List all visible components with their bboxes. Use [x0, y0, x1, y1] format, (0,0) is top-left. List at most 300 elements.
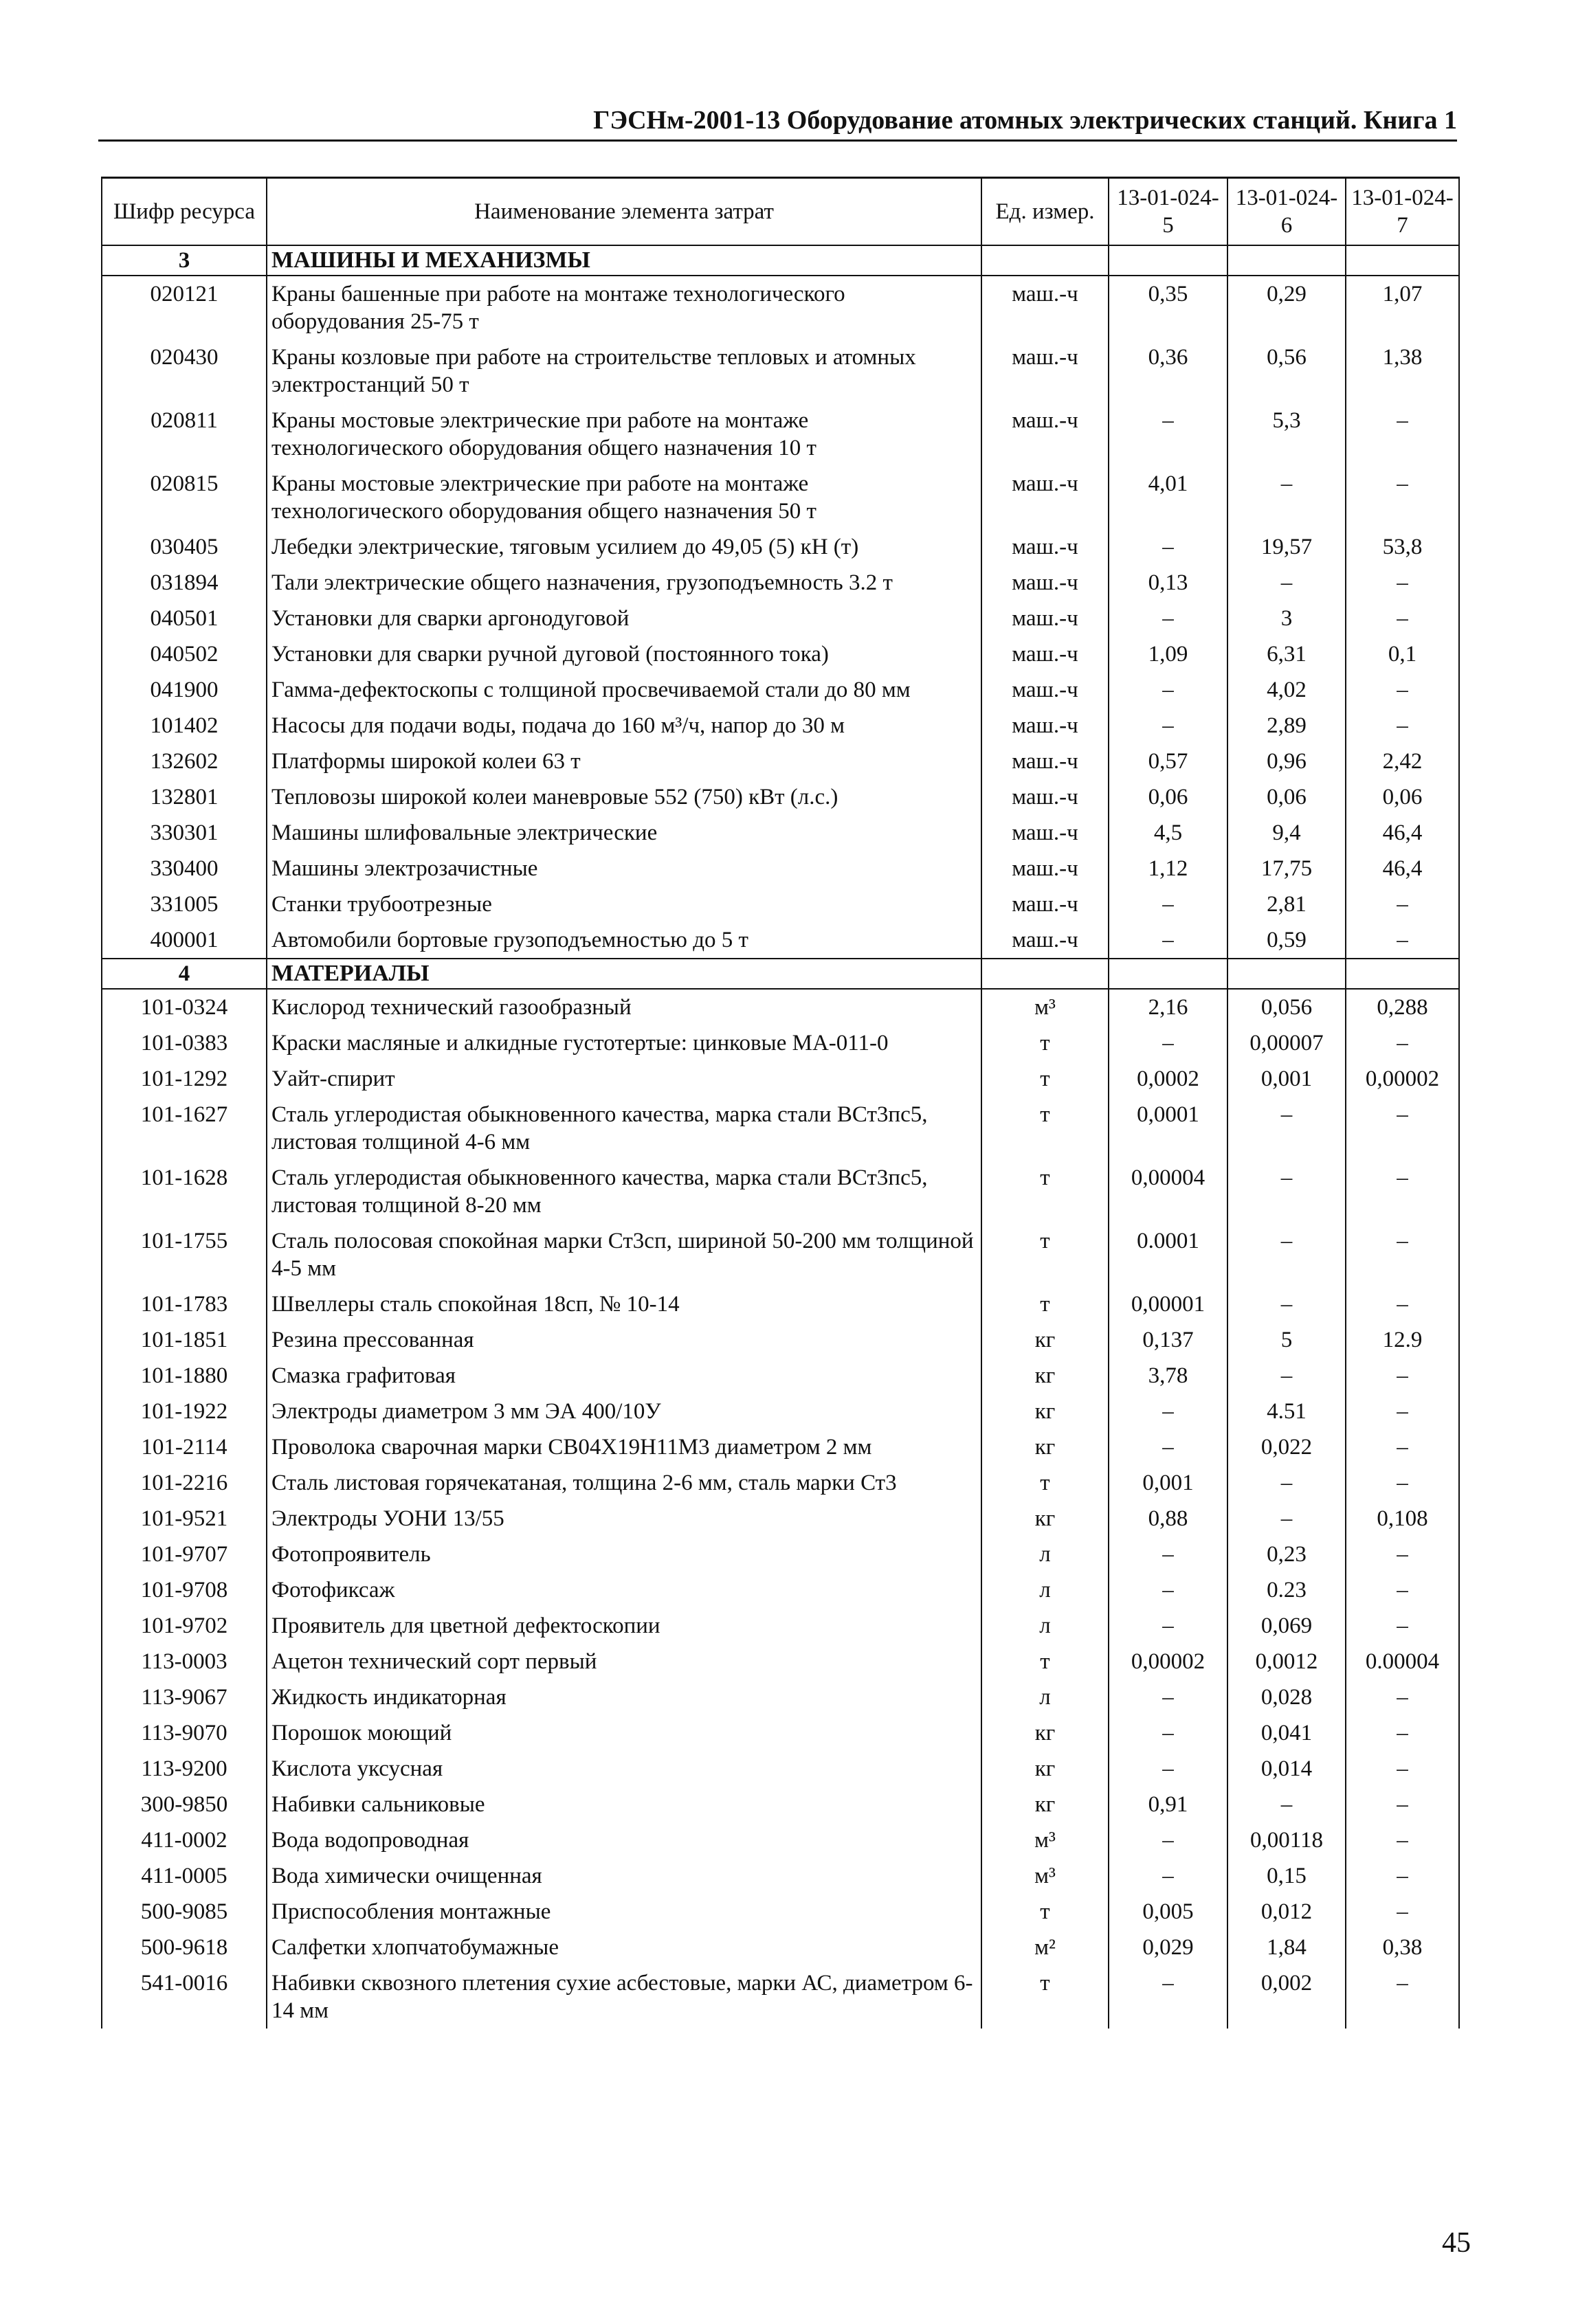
- table-row: [102, 1429, 1459, 1465]
- value-024-6-cell: 0,06: [1227, 779, 1346, 815]
- resource-name-cell: Салфетки хлопчатобумажные: [267, 1930, 981, 1965]
- value-024-6-cell: 19,57: [1227, 529, 1346, 565]
- table-row: [102, 1358, 1459, 1394]
- value-024-5-cell: –: [1109, 1025, 1227, 1061]
- table-row: [102, 1965, 1459, 2029]
- resource-name-cell: Краны мостовые электрические при работе на монтаже технологического оборудования общего назначения 10 т: [267, 403, 981, 466]
- resource-code-cell: 101-1755: [102, 1223, 267, 1286]
- resource-name-cell: Набивки сквозного плетения сухие асбестовые, марки АС, диаметром 6-14 мм: [267, 1965, 981, 2029]
- table-row: [102, 1787, 1459, 1822]
- value-024-6-cell: 0.23: [1227, 1572, 1346, 1608]
- value-024-6-cell: 6,31: [1227, 636, 1346, 672]
- table-row: [102, 989, 1459, 1025]
- value-024-6-cell: 0,56: [1227, 339, 1346, 403]
- unit-cell: маш.-ч: [981, 636, 1109, 672]
- value-024-5-cell: 4,01: [1109, 466, 1227, 529]
- value-024-6-cell: 0,0012: [1227, 1644, 1346, 1679]
- value-024-7-cell: 1,38: [1346, 339, 1459, 403]
- unit-cell: т: [981, 1894, 1109, 1930]
- value-024-5-cell: 0,00004: [1109, 1160, 1227, 1223]
- resource-name-cell: Резина прессованная: [267, 1322, 981, 1358]
- value-024-6-cell: 2,81: [1227, 886, 1346, 922]
- resource-code-cell: 101-1627: [102, 1097, 267, 1160]
- value-024-5-cell: 0,91: [1109, 1787, 1227, 1822]
- value-024-6-cell: –: [1227, 1358, 1346, 1394]
- unit-cell: кг: [981, 1501, 1109, 1537]
- table-row: [102, 1608, 1459, 1644]
- unit-cell: м³: [981, 1858, 1109, 1894]
- value-024-5-cell: –: [1109, 1394, 1227, 1429]
- resource-code-cell: 101-1851: [102, 1322, 267, 1358]
- value-024-5-cell: 4,5: [1109, 815, 1227, 851]
- table-row: [102, 1394, 1459, 1429]
- value-024-5-cell: 0,00002: [1109, 1644, 1227, 1679]
- value-024-6-cell: 0,012: [1227, 1894, 1346, 1930]
- value-024-6-cell: 0,069: [1227, 1608, 1346, 1644]
- table-row: [102, 815, 1459, 851]
- resource-code-cell: 113-9200: [102, 1751, 267, 1787]
- unit-cell: кг: [981, 1358, 1109, 1394]
- value-024-6-cell: –: [1227, 466, 1346, 529]
- unit-cell: маш.-ч: [981, 672, 1109, 708]
- unit-cell: маш.-ч: [981, 708, 1109, 744]
- resource-name-cell: Набивки сальниковые: [267, 1787, 981, 1822]
- value-024-7-cell: –: [1346, 1223, 1459, 1286]
- resource-code-cell: 113-9067: [102, 1679, 267, 1715]
- value-024-6-cell: 0,00007: [1227, 1025, 1346, 1061]
- resource-code-cell: 3: [102, 245, 267, 276]
- value-024-5-cell: 0,029: [1109, 1930, 1227, 1965]
- resource-name-cell: Гамма-дефектоскопы с толщиной просвечиваемой стали до 80 мм: [267, 672, 981, 708]
- resource-name-cell: Электроды УОНИ 13/55: [267, 1501, 981, 1537]
- unit-cell: маш.-ч: [981, 466, 1109, 529]
- value-024-6-cell: 3: [1227, 601, 1346, 636]
- unit-cell: маш.-ч: [981, 339, 1109, 403]
- value-024-5-cell: –: [1109, 1858, 1227, 1894]
- value-024-5-cell: 0,35: [1109, 276, 1227, 339]
- value-024-5-cell: –: [1109, 1965, 1227, 2029]
- resource-code-cell: 330400: [102, 851, 267, 886]
- resource-code-cell: 113-0003: [102, 1644, 267, 1679]
- unit-cell: кг: [981, 1751, 1109, 1787]
- value-024-5-cell: –: [1109, 601, 1227, 636]
- resource-name-cell: Фотопроявитель: [267, 1537, 981, 1572]
- value-024-6-cell: –: [1227, 565, 1346, 601]
- resource-name-cell: Автомобили бортовые грузоподъемностью до 5 т: [267, 922, 981, 959]
- unit-cell: т: [981, 1097, 1109, 1160]
- value-024-7-cell: –: [1346, 1097, 1459, 1160]
- resource-code-cell: 041900: [102, 672, 267, 708]
- table-row: [102, 1537, 1459, 1572]
- resource-code-cell: 101-1292: [102, 1061, 267, 1097]
- value-024-6-cell: 0,022: [1227, 1429, 1346, 1465]
- resource-name-cell: Установки для сварки аргонодуговой: [267, 601, 981, 636]
- unit-cell: [981, 959, 1109, 989]
- table-row: [102, 1751, 1459, 1787]
- section-row: [102, 959, 1459, 989]
- resource-code-cell: 113-9070: [102, 1715, 267, 1751]
- resource-name-cell: Вода химически очищенная: [267, 1858, 981, 1894]
- value-024-5-cell: 0.0001: [1109, 1223, 1227, 1286]
- resource-code-cell: 030405: [102, 529, 267, 565]
- unit-cell: кг: [981, 1394, 1109, 1429]
- unit-cell: маш.-ч: [981, 601, 1109, 636]
- value-024-5-cell: 0,005: [1109, 1894, 1227, 1930]
- resource-name-cell: Электроды диаметром 3 мм ЭА 400/10У: [267, 1394, 981, 1429]
- value-024-7-cell: –: [1346, 1537, 1459, 1572]
- resource-code-cell: 040501: [102, 601, 267, 636]
- resource-code-cell: 330301: [102, 815, 267, 851]
- value-024-6-cell: [1227, 959, 1346, 989]
- value-024-7-cell: –: [1346, 672, 1459, 708]
- value-024-7-cell: –: [1346, 1465, 1459, 1501]
- value-024-5-cell: –: [1109, 922, 1227, 959]
- resource-name-cell: Фотофиксаж: [267, 1572, 981, 1608]
- table-row: [102, 1858, 1459, 1894]
- value-024-7-cell: –: [1346, 1286, 1459, 1322]
- resource-code-cell: 500-9085: [102, 1894, 267, 1930]
- resource-code-cell: 331005: [102, 886, 267, 922]
- resource-name-cell: Платформы широкой колеи 63 т: [267, 744, 981, 779]
- value-024-6-cell: 0,014: [1227, 1751, 1346, 1787]
- table-row: [102, 672, 1459, 708]
- value-024-7-cell: –: [1346, 1429, 1459, 1465]
- value-024-5-cell: –: [1109, 672, 1227, 708]
- value-024-7-cell: –: [1346, 1572, 1459, 1608]
- resource-name-cell: Уайт-спирит: [267, 1061, 981, 1097]
- table-row: [102, 529, 1459, 565]
- resource-code-cell: 020121: [102, 276, 267, 339]
- value-024-7-cell: –: [1346, 1894, 1459, 1930]
- value-024-7-cell: 0,1: [1346, 636, 1459, 672]
- value-024-6-cell: 0,00118: [1227, 1822, 1346, 1858]
- table-row: [102, 1465, 1459, 1501]
- table-row: [102, 922, 1459, 959]
- table-row: [102, 708, 1459, 744]
- table-row: [102, 1322, 1459, 1358]
- value-024-7-cell: –: [1346, 1608, 1459, 1644]
- table-row: [102, 1930, 1459, 1965]
- resource-code-cell: 020430: [102, 339, 267, 403]
- table-row: [102, 1061, 1459, 1097]
- resource-code-cell: 101-1922: [102, 1394, 267, 1429]
- value-024-5-cell: –: [1109, 1537, 1227, 1572]
- unit-cell: л: [981, 1572, 1109, 1608]
- resource-code-cell: 400001: [102, 922, 267, 959]
- value-024-7-cell: –: [1346, 565, 1459, 601]
- table-row: [102, 1894, 1459, 1930]
- resource-name-cell: Установки для сварки ручной дуговой (постоянного тока): [267, 636, 981, 672]
- unit-cell: л: [981, 1537, 1109, 1572]
- value-024-5-cell: –: [1109, 1822, 1227, 1858]
- value-024-7-cell: –: [1346, 1715, 1459, 1751]
- unit-cell: маш.-ч: [981, 529, 1109, 565]
- value-024-6-cell: 0,041: [1227, 1715, 1346, 1751]
- value-024-5-cell: [1109, 245, 1227, 276]
- value-024-6-cell: –: [1227, 1223, 1346, 1286]
- resource-name-cell: Краны мостовые электрические при работе на монтаже технологического оборудования общего назначения 50 т: [267, 466, 981, 529]
- resource-code-cell: 101-9521: [102, 1501, 267, 1537]
- value-024-5-cell: 0,0002: [1109, 1061, 1227, 1097]
- table-row: [102, 1160, 1459, 1223]
- table-row: [102, 1097, 1459, 1160]
- value-024-7-cell: 2,42: [1346, 744, 1459, 779]
- value-024-5-cell: –: [1109, 403, 1227, 466]
- value-024-7-cell: –: [1346, 1160, 1459, 1223]
- resource-name-cell: Сталь углеродистая обыкновенного качества, марка стали ВСт3пс5, листовая толщиной 4-6 мм: [267, 1097, 981, 1160]
- unit-cell: м²: [981, 1930, 1109, 1965]
- table-row: [102, 601, 1459, 636]
- value-024-6-cell: –: [1227, 1787, 1346, 1822]
- table-row: [102, 1025, 1459, 1061]
- value-024-7-cell: –: [1346, 1025, 1459, 1061]
- unit-cell: маш.-ч: [981, 779, 1109, 815]
- resource-name-cell: Приспособления монтажные: [267, 1894, 981, 1930]
- resource-name-cell: Смазка графитовая: [267, 1358, 981, 1394]
- value-024-6-cell: –: [1227, 1286, 1346, 1322]
- value-024-5-cell: 1,12: [1109, 851, 1227, 886]
- table-row: [102, 1715, 1459, 1751]
- value-024-5-cell: [1109, 959, 1227, 989]
- unit-cell: маш.-ч: [981, 886, 1109, 922]
- value-024-7-cell: 0,06: [1346, 779, 1459, 815]
- resource-name-cell: Краны козловые при работе на строительстве тепловых и атомных электростанций 50 т: [267, 339, 981, 403]
- resource-code-cell: 411-0005: [102, 1858, 267, 1894]
- unit-cell: маш.-ч: [981, 403, 1109, 466]
- value-024-5-cell: 0,06: [1109, 779, 1227, 815]
- value-024-5-cell: 0,57: [1109, 744, 1227, 779]
- table-row: [102, 339, 1459, 403]
- unit-cell: маш.-ч: [981, 851, 1109, 886]
- resource-name-cell: Станки трубоотрезные: [267, 886, 981, 922]
- value-024-6-cell: 0,15: [1227, 1858, 1346, 1894]
- table-row: [102, 1822, 1459, 1858]
- resource-code-cell: 040502: [102, 636, 267, 672]
- resource-name-cell: Вода водопроводная: [267, 1822, 981, 1858]
- value-024-6-cell: 0,96: [1227, 744, 1346, 779]
- value-024-6-cell: 0,001: [1227, 1061, 1346, 1097]
- table-row: [102, 1501, 1459, 1537]
- resource-code-cell: 500-9618: [102, 1930, 267, 1965]
- resource-code-cell: 300-9850: [102, 1787, 267, 1822]
- unit-cell: т: [981, 1025, 1109, 1061]
- section-row: [102, 245, 1459, 276]
- value-024-5-cell: –: [1109, 1751, 1227, 1787]
- table-row: [102, 1572, 1459, 1608]
- value-024-5-cell: 0,88: [1109, 1501, 1227, 1537]
- value-024-6-cell: 4,02: [1227, 672, 1346, 708]
- resource-code-cell: 020815: [102, 466, 267, 529]
- unit-cell: маш.-ч: [981, 815, 1109, 851]
- value-024-6-cell: 2,89: [1227, 708, 1346, 744]
- table-row: [102, 1644, 1459, 1679]
- value-024-7-cell: –: [1346, 922, 1459, 959]
- value-024-7-cell: 46,4: [1346, 851, 1459, 886]
- value-024-7-cell: [1346, 959, 1459, 989]
- value-024-7-cell: –: [1346, 1965, 1459, 2029]
- unit-cell: т: [981, 1965, 1109, 2029]
- resource-name-cell: Проволока сварочная марки СВ04Х19Н11М3 диаметром 2 мм: [267, 1429, 981, 1465]
- resource-name-cell: Ацетон технический сорт первый: [267, 1644, 981, 1679]
- column-header-code: Шифр ресурса: [102, 178, 267, 246]
- table-row: [102, 779, 1459, 815]
- value-024-5-cell: –: [1109, 1608, 1227, 1644]
- resource-name-cell: Швеллеры сталь спокойная 18сп, № 10-14: [267, 1286, 981, 1322]
- resource-name-cell: Порошок моющий: [267, 1715, 981, 1751]
- resource-name-cell: Кислота уксусная: [267, 1751, 981, 1787]
- resource-name-cell: Краски масляные и алкидные густотертые: цинковые МА-011-0: [267, 1025, 981, 1061]
- resource-name-cell: Кислород технический газообразный: [267, 989, 981, 1025]
- unit-cell: т: [981, 1644, 1109, 1679]
- table-header: [102, 178, 1459, 246]
- resource-name-cell: Краны башенные при работе на монтаже технологического оборудования 25-75 т: [267, 276, 981, 339]
- value-024-6-cell: 4.51: [1227, 1394, 1346, 1429]
- value-024-7-cell: 0,108: [1346, 1501, 1459, 1537]
- value-024-5-cell: –: [1109, 1429, 1227, 1465]
- table-row: [102, 1286, 1459, 1322]
- resource-name-cell: МАШИНЫ И МЕХАНИЗМЫ: [267, 245, 981, 276]
- resource-name-cell: МАТЕРИАЛЫ: [267, 959, 981, 989]
- value-024-5-cell: –: [1109, 1679, 1227, 1715]
- column-header-024-7: 13-01-024-7: [1346, 178, 1459, 246]
- unit-cell: кг: [981, 1787, 1109, 1822]
- value-024-5-cell: 2,16: [1109, 989, 1227, 1025]
- value-024-6-cell: 0,29: [1227, 276, 1346, 339]
- resource-table: [101, 177, 1460, 2029]
- column-header-name: Наименование элемента затрат: [267, 178, 981, 246]
- unit-cell: кг: [981, 1429, 1109, 1465]
- value-024-6-cell: 1,84: [1227, 1930, 1346, 1965]
- table-row: [102, 886, 1459, 922]
- value-024-7-cell: 12.9: [1346, 1322, 1459, 1358]
- value-024-5-cell: 1,09: [1109, 636, 1227, 672]
- resource-code-cell: 101-1628: [102, 1160, 267, 1223]
- value-024-7-cell: –: [1346, 1679, 1459, 1715]
- unit-cell: [981, 245, 1109, 276]
- unit-cell: м³: [981, 989, 1109, 1025]
- resource-name-cell: Лебедки электрические, тяговым усилием до 49,05 (5) кН (т): [267, 529, 981, 565]
- unit-cell: маш.-ч: [981, 744, 1109, 779]
- value-024-7-cell: 0,38: [1346, 1930, 1459, 1965]
- value-024-5-cell: –: [1109, 708, 1227, 744]
- resource-code-cell: 101-1783: [102, 1286, 267, 1322]
- resource-code-cell: 541-0016: [102, 1965, 267, 2029]
- resource-code-cell: 020811: [102, 403, 267, 466]
- table-row: [102, 1679, 1459, 1715]
- value-024-7-cell: 53,8: [1346, 529, 1459, 565]
- resource-code-cell: 101-9707: [102, 1537, 267, 1572]
- resource-code-cell: 101402: [102, 708, 267, 744]
- page-number: 45: [1442, 2227, 1471, 2259]
- unit-cell: т: [981, 1223, 1109, 1286]
- table-row: [102, 466, 1459, 529]
- table-row: [102, 744, 1459, 779]
- value-024-5-cell: 0,0001: [1109, 1097, 1227, 1160]
- resource-code-cell: 411-0002: [102, 1822, 267, 1858]
- value-024-6-cell: –: [1227, 1160, 1346, 1223]
- resource-code-cell: 132801: [102, 779, 267, 815]
- value-024-5-cell: 0,137: [1109, 1322, 1227, 1358]
- table-body: [102, 245, 1459, 2029]
- resource-name-cell: Машины электрозачистные: [267, 851, 981, 886]
- column-header-024-5: 13-01-024-5: [1109, 178, 1227, 246]
- resource-name-cell: Проявитель для цветной дефектоскопии: [267, 1608, 981, 1644]
- unit-cell: т: [981, 1286, 1109, 1322]
- unit-cell: л: [981, 1679, 1109, 1715]
- value-024-7-cell: –: [1346, 466, 1459, 529]
- value-024-5-cell: –: [1109, 1715, 1227, 1751]
- value-024-5-cell: –: [1109, 529, 1227, 565]
- resource-code-cell: 101-9702: [102, 1608, 267, 1644]
- resource-name-cell: Жидкость индикаторная: [267, 1679, 981, 1715]
- column-header-unit: Ед. измер.: [981, 178, 1109, 246]
- column-header-024-6: 13-01-024-6: [1227, 178, 1346, 246]
- value-024-6-cell: 0,59: [1227, 922, 1346, 959]
- unit-cell: т: [981, 1160, 1109, 1223]
- resource-code-cell: 101-0324: [102, 989, 267, 1025]
- resource-code-cell: 101-1880: [102, 1358, 267, 1394]
- resource-name-cell: Тали электрические общего назначения, грузоподъемность 3.2 т: [267, 565, 981, 601]
- value-024-6-cell: 0,056: [1227, 989, 1346, 1025]
- resource-code-cell: 4: [102, 959, 267, 989]
- resource-code-cell: 101-9708: [102, 1572, 267, 1608]
- resource-code-cell: 132602: [102, 744, 267, 779]
- value-024-7-cell: 46,4: [1346, 815, 1459, 851]
- value-024-6-cell: 0,002: [1227, 1965, 1346, 2029]
- table-row: [102, 565, 1459, 601]
- value-024-7-cell: 0,00002: [1346, 1061, 1459, 1097]
- resource-name-cell: Тепловозы широкой колеи маневровые 552 (750) кВт (л.с.): [267, 779, 981, 815]
- table-row: [102, 276, 1459, 339]
- resource-code-cell: 101-0383: [102, 1025, 267, 1061]
- value-024-5-cell: 0,13: [1109, 565, 1227, 601]
- value-024-7-cell: –: [1346, 886, 1459, 922]
- table-row: [102, 403, 1459, 466]
- value-024-7-cell: –: [1346, 1822, 1459, 1858]
- value-024-6-cell: 5,3: [1227, 403, 1346, 466]
- value-024-7-cell: –: [1346, 1358, 1459, 1394]
- page-header: ГЭСНм-2001-13 Оборудование атомных электрических станций. Книга 1: [98, 107, 1457, 142]
- unit-cell: т: [981, 1061, 1109, 1097]
- table-row: [102, 851, 1459, 886]
- value-024-6-cell: 0,028: [1227, 1679, 1346, 1715]
- value-024-7-cell: –: [1346, 1858, 1459, 1894]
- unit-cell: маш.-ч: [981, 276, 1109, 339]
- value-024-7-cell: [1346, 245, 1459, 276]
- resource-name-cell: Машины шлифовальные электрические: [267, 815, 981, 851]
- value-024-6-cell: 5: [1227, 1322, 1346, 1358]
- resource-code-cell: 101-2114: [102, 1429, 267, 1465]
- value-024-6-cell: –: [1227, 1465, 1346, 1501]
- value-024-6-cell: 17,75: [1227, 851, 1346, 886]
- unit-cell: маш.-ч: [981, 922, 1109, 959]
- value-024-5-cell: –: [1109, 886, 1227, 922]
- table-row: [102, 1223, 1459, 1286]
- resource-code-cell: 101-2216: [102, 1465, 267, 1501]
- value-024-7-cell: –: [1346, 1394, 1459, 1429]
- value-024-7-cell: 0,288: [1346, 989, 1459, 1025]
- resource-name-cell: Сталь углеродистая обыкновенного качества, марка стали ВСт3пс5, листовая толщиной 8-20 мм: [267, 1160, 981, 1223]
- value-024-6-cell: –: [1227, 1501, 1346, 1537]
- value-024-5-cell: –: [1109, 1572, 1227, 1608]
- value-024-5-cell: 0,36: [1109, 339, 1227, 403]
- unit-cell: л: [981, 1608, 1109, 1644]
- value-024-7-cell: –: [1346, 403, 1459, 466]
- value-024-7-cell: 0.00004: [1346, 1644, 1459, 1679]
- table-row: [102, 636, 1459, 672]
- resource-code-cell: 031894: [102, 565, 267, 601]
- resource-name-cell: Сталь полосовая спокойная марки Ст3сп, шириной 50-200 мм толщиной 4-5 мм: [267, 1223, 981, 1286]
